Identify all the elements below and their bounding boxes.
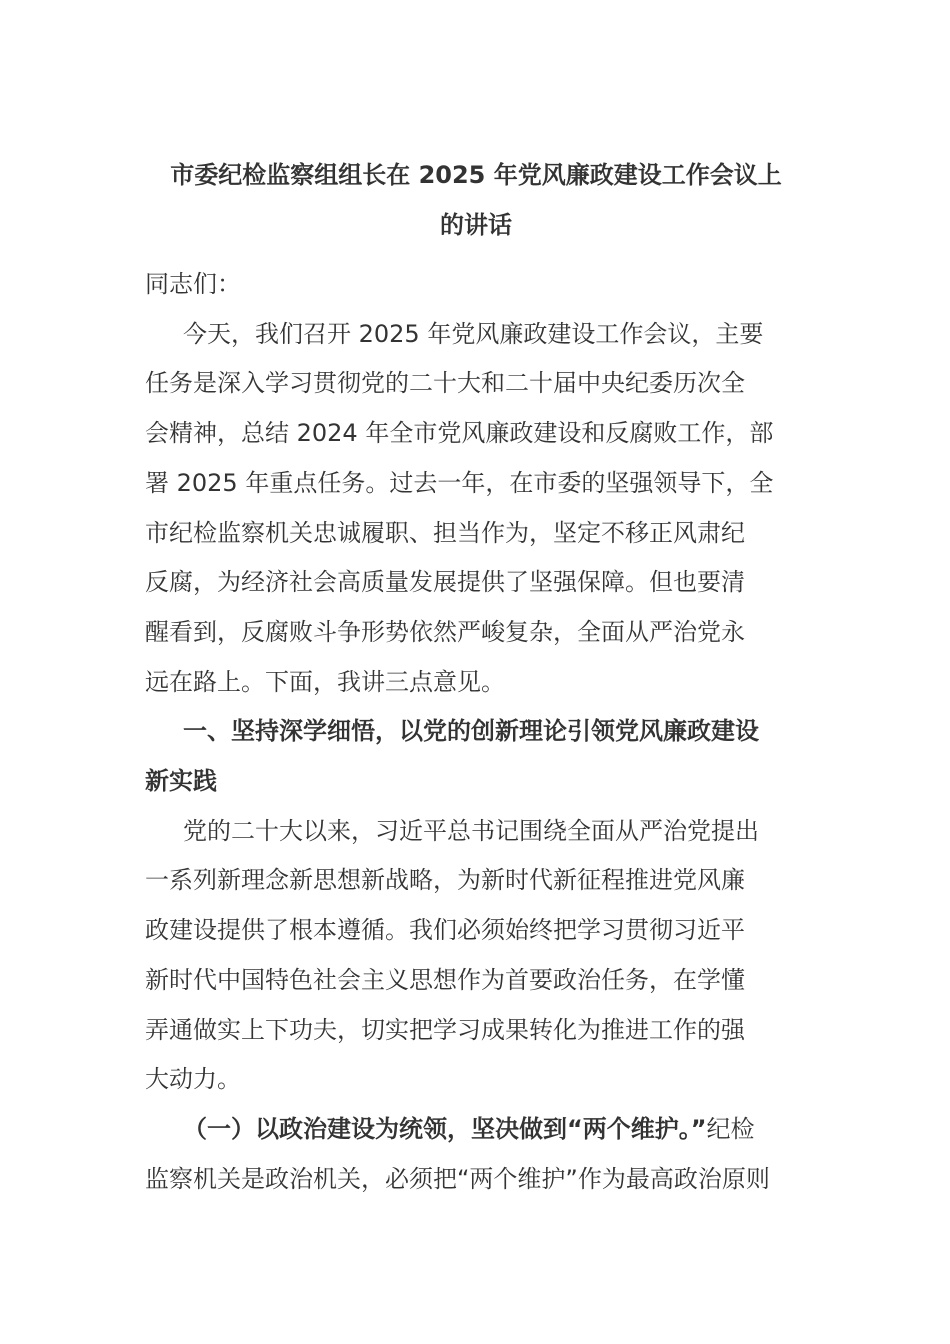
subsection-first-line [145,1105,807,1155]
title-line: 市委纪检监察组组长在 2025 年党风廉政建设工作会议上 [170,161,782,189]
text-line: 一系列新理念新思想新战略，为新时代新征程推进党风廉 [145,866,745,895]
text-line: 会精神，总结 2024 年全市党风廉政建设和反腐败工作，部 [145,419,774,448]
text-line: 反腐，为经济社会高质量发展提供了坚强保障。但也要清 [145,568,745,597]
text-line: 今天，我们召开 2025 年党风廉政建设工作会议，主要 [183,319,764,348]
subsection-paragraph-1 [145,1105,807,1204]
text-line: 党的二十大以来，习近平总书记围绕全面从严治党提出 [183,816,759,845]
document-title [145,150,807,250]
subsection-heading: （一）以政治建设为统领，坚决做到“两个维护。” [183,1114,707,1143]
text-line: 监察机关是政治机关，必须把“两个维护”作为最高政治原则 [145,1164,770,1193]
text-line: 市纪检监察机关忠诚履职、担当作为，坚定不移正风肃纪 [145,518,745,547]
heading-line: 新实践 [145,767,217,796]
text-line: 远在路上。下面，我讲三点意见。 [145,667,505,696]
intro-paragraph [145,310,807,708]
text-line: 醒看到，反腐败斗争形势依然严峻复杂，全面从严治党永 [145,617,745,646]
salutation: 同志们： [145,270,241,298]
text-line: 署 2025 年重点任务。过去一年，在市委的坚强领导下，全 [145,468,774,497]
section-paragraph-1 [145,807,807,1105]
text-line: 政建设提供了根本遵循。我们必须始终把学习贯彻习近平 [145,916,745,945]
text-line: 任务是深入学习贯彻党的二十大和二十届中央纪委历次全 [145,369,745,398]
text-line: 弄通做实上下功夫，切实把学习成果转化为推进工作的强 [145,1015,745,1044]
text-line: 新时代中国特色社会主义思想作为首要政治任务，在学懂 [145,965,745,994]
text-line: 大动力。 [145,1065,241,1094]
text-fragment: 纪检 [706,1114,755,1143]
document-page [145,150,807,1204]
title-line: 的讲话 [440,211,512,239]
section-heading-1 [145,707,807,806]
heading-line: 一、坚持深学细悟，以党的创新理论引领党风廉政建设 [183,717,759,746]
